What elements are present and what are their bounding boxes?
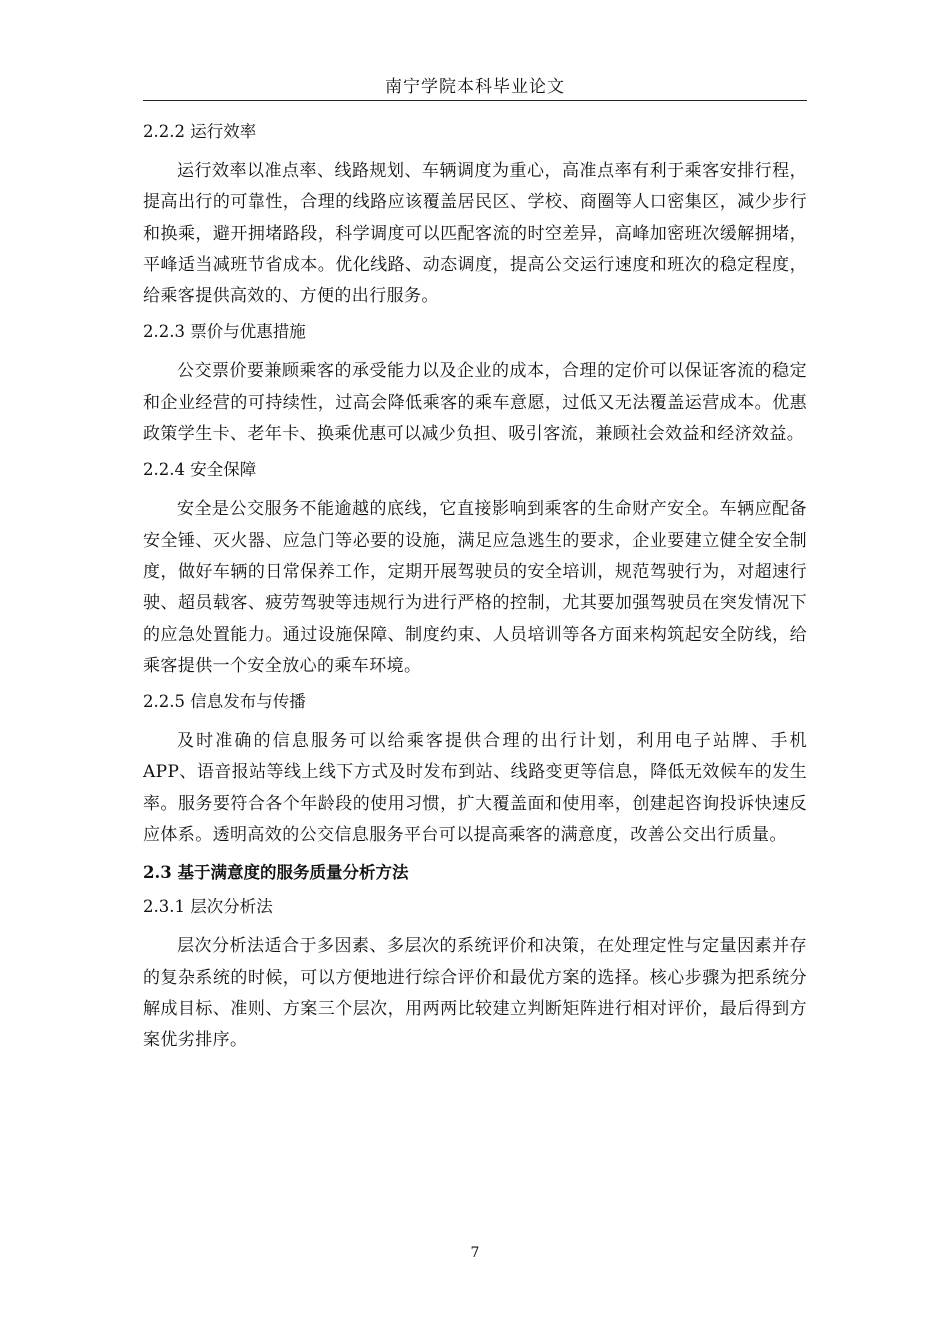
subsection-heading-2-3-1: 2.3.1 层次分析法 xyxy=(143,897,273,917)
section-heading-2-3: 2.3 基于满意度的服务质量分析方法 xyxy=(143,863,409,883)
header-rule xyxy=(143,100,807,101)
paragraph-ahp: 层次分析法适合于多因素、多层次的系统评价和决策，在处理定性与定量因素并存的复杂系统的时候，可以方便地进行综合评价和最优方案的选择。核心步骤为把系统分解成目标、准则、方案三个层次，用两两比较建立判断矩阵进行相对评价，最后得到方案优劣排序。 xyxy=(143,936,807,1051)
paragraph-fares: 公交票价要兼顾乘客的承受能力以及企业的成本，合理的定价可以保证客流的稳定和企业经营的可持续性，过高会降低乘客的乘车意愿，过低又无法覆盖运营成本。优惠政策学生卡、老年卡、换乘优惠可以减少负担、吸引客流，兼顾社会效益和经济效益。 xyxy=(143,361,807,445)
subsection-heading-2-2-3: 2.2.3 票价与优惠措施 xyxy=(143,322,306,342)
subsection-heading-2-2-4: 2.2.4 安全保障 xyxy=(143,460,257,480)
paragraph-safety: 安全是公交服务不能逾越的底线，它直接影响到乘客的生命财产安全。车辆应配备安全锤、灭火器、应急门等必要的设施，满足应急逃生的要求，企业要建立健全安全制度，做好车辆的日常保养工作，定期开展驾驶员的安全培训，规范驾驶行为，对超速行驶、超员载客、疲劳驾驶等违规行为进行严格的控制，尤其要加强驾驶员在突发情况下的应急处置能力。通过设施保障、制度约束、人员培训等各方面来构筑起安全防线，给乘客提供一个安全放心的乘车环境。 xyxy=(143,499,807,676)
page-number: 7 xyxy=(470,1245,480,1261)
page-body xyxy=(143,112,807,1063)
subsection-heading-2-2-2: 2.2.2 运行效率 xyxy=(143,122,257,141)
subsection-heading-2-2-5: 2.2.5 信息发布与传播 xyxy=(143,692,306,712)
paragraph-operating-efficiency: 运行效率以准点率、线路规划、车辆调度为重心，高准点率有利于乘客安排行程，提高出行的可靠性，合理的线路应该覆盖居民区、学校、商圈等人口密集区，减少步行和换乘，避开拥堵路段，科学调度可以匹配客流的时空差异，高峰加密班次缓解拥堵，平峰适当减班节省成本。优化线路、动态调度，提高公交运行速度和班次的稳定程度，给乘客提供高效的、方便的出行服务。 xyxy=(143,161,807,307)
paragraph-information: 及时准确的信息服务可以给乘客提供合理的出行计划，利用电子站牌、手机 APP、语音报站等线上线下方式及时发布到站、线路变更等信息，降低无效候车的发生率。服务要符合各个年龄段的使用习惯，扩大覆盖面和使用率，创建起咨询投诉快速反应体系。透明高效的公交信息服务平台可以提高乘客的满意度，改善公交出行质量。 xyxy=(143,731,807,846)
running-header: 南宁学院本科毕业论文 xyxy=(385,77,565,97)
